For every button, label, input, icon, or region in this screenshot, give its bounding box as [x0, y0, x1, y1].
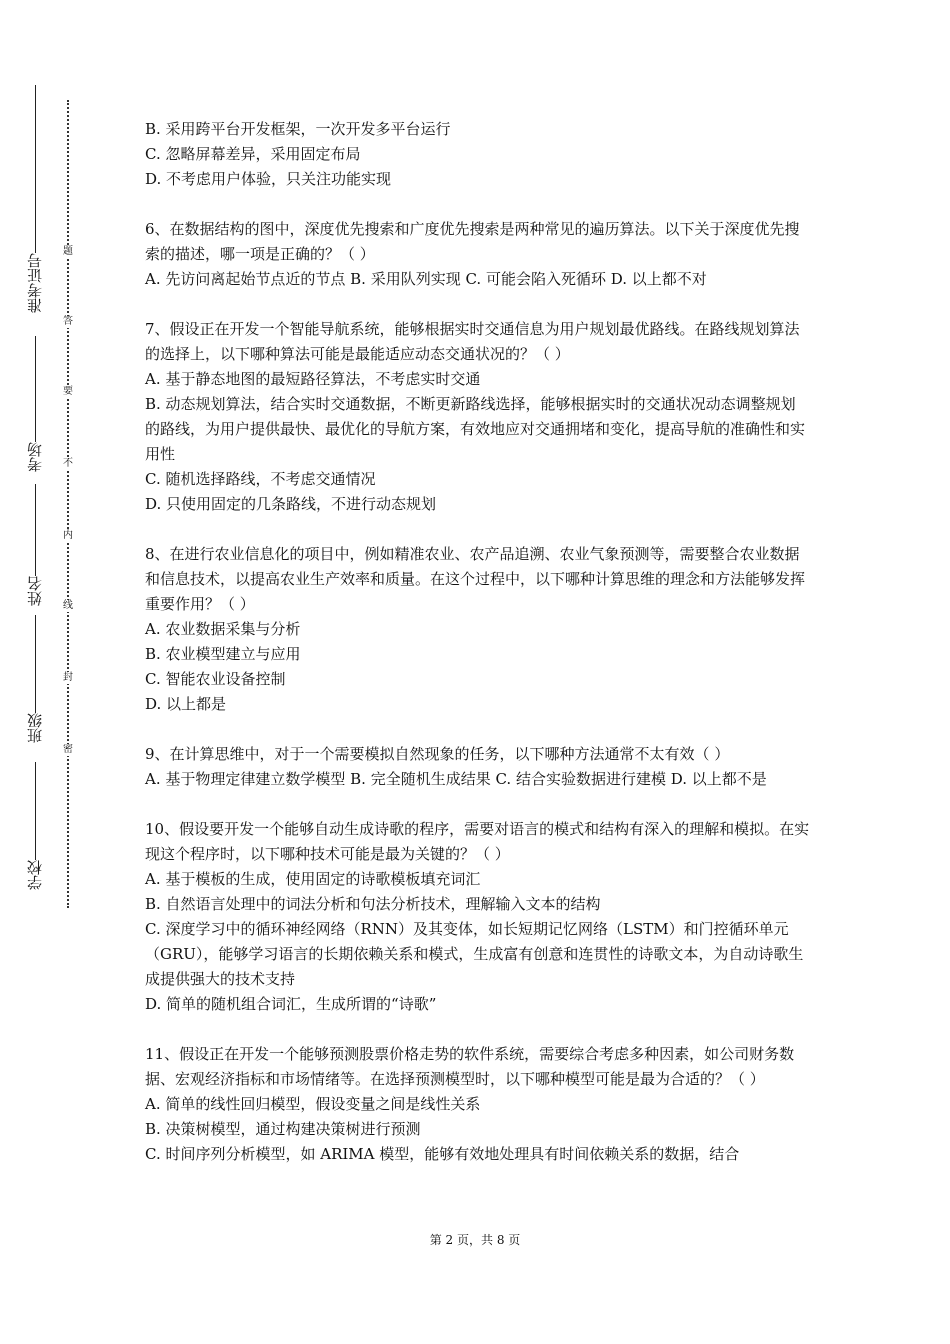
option-c: C. 随机选择路线，不考虑交通情况: [145, 470, 376, 488]
question-11: [145, 1042, 810, 1167]
exam-room-line[interactable]: [35, 336, 36, 442]
question-stem: 6、在数据结构的图中，深度优先搜索和广度优先搜索是两种常见的遍历算法。以下关于深度优先搜索的描述，哪一项是正确的？（ ）: [145, 220, 800, 263]
option-c: C. 忽略屏幕差异，采用固定布局: [145, 145, 361, 163]
option-b: B. 农业模型建立与应用: [145, 645, 301, 663]
option-b: B. 采用跨平台开发框架，一次开发多平台运行: [145, 120, 451, 138]
class-label: 班级: [26, 713, 44, 743]
question-content: [145, 117, 810, 1192]
question-stem: 7、假设正在开发一个智能导航系统，能够根据实时交通信息为用户规划最优路线。在路线规划算法的选择上，以下哪种算法可能是最能适应动态交通状况的？（ ）: [145, 320, 800, 363]
option-a: A. 基于静态地图的最短路径算法，不考虑实时交通: [145, 370, 481, 388]
seal-char: 不: [63, 458, 73, 469]
option-c: C. 时间序列分析模型，如 ARIMA 模型，能够有效地处理具有时间依赖关系的数据，结合: [145, 1145, 740, 1163]
question-9: [145, 742, 810, 792]
exam-number-line[interactable]: [35, 85, 36, 253]
option-c: C. 深度学习中的循环神经网络（RNN）及其变体，如长短期记忆网络（LSTM）和门控循环单元（GRU），能够学习语言的长期依赖关系和模式，生成富有创意和连贯性的诗歌文本，为自动诗歌生成提供强大的技术支持: [145, 920, 804, 988]
seal-char: 答: [63, 316, 73, 327]
option-a: A. 基于模板的生成，使用固定的诗歌模板填充词汇: [145, 870, 481, 888]
question-7: [145, 317, 810, 517]
seal-char: 封: [63, 672, 73, 683]
option-d: D. 只使用固定的几条路线，不进行动态规划: [145, 495, 437, 513]
option-a: A. 简单的线性回归模型，假设变量之间是线性关系: [145, 1095, 481, 1113]
school-line[interactable]: [35, 762, 36, 860]
class-line[interactable]: [35, 615, 36, 713]
exam-number-field[interactable]: [22, 85, 48, 313]
question-5-continued: [145, 117, 810, 192]
option-a: A. 农业数据采集与分析: [145, 620, 301, 638]
option-d: D. 简单的随机组合词汇，生成所谓的“诗歌”: [145, 995, 437, 1013]
option-b: B. 决策树模型，通过构建决策树进行预测: [145, 1120, 421, 1138]
exam-room-label: 考场: [26, 442, 44, 472]
option-b: B. 动态规划算法，结合实时交通数据，不断更新路线选择，能够根据实时的交通状况动态调整规划的路线，为用户提供最快、最优化的导航方案，有效地应对交通拥堵和变化，提高导航的准确性和实用性: [145, 395, 806, 463]
question-stem: 10、假设要开发一个能够自动生成诗歌的程序，需要对语言的模式和结构有深入的理解和模拟。在实现这个程序时，以下哪种技术可能是最为关键的？（ ）: [145, 820, 810, 863]
seal-char: 要: [63, 386, 73, 397]
question-10: [145, 817, 810, 1017]
name-line[interactable]: [35, 484, 36, 576]
options-inline: A. 基于物理定律建立数学模型 B. 完全随机生成结果 C. 结合实验数据进行建模 D. 以上都不是: [145, 770, 767, 788]
page-number: 第 2 页，共 8 页: [429, 1233, 521, 1247]
options-inline: A. 先访问离起始节点近的节点 B. 采用队列实现 C. 可能会陷入死循环 D. 以上都不对: [145, 270, 707, 288]
school-label: 学校: [26, 860, 44, 890]
question-stem: 9、在计算思维中，对于一个需要模拟自然现象的任务，以下哪种方法通常不太有效（ ）: [145, 745, 730, 763]
seal-char: 题: [63, 246, 73, 257]
option-c: C. 智能农业设备控制: [145, 670, 286, 688]
name-field[interactable]: [22, 484, 48, 606]
name-label: 姓名: [26, 576, 44, 606]
class-field[interactable]: [22, 615, 48, 743]
option-d: D. 不考虑用户体验，只关注功能实现: [145, 170, 392, 188]
question-6: [145, 217, 810, 292]
exam-number-label: 准考证号: [26, 253, 44, 313]
question-stem: 8、在进行农业信息化的项目中，例如精准农业、农产品追溯、农业气象预测等，需要整合农业数据和信息技术，以提高农业生产效率和质量。在这个过程中，以下哪种计算思维的理念和方法能够发挥重要作用？（ ）: [145, 545, 806, 613]
question-8: [145, 542, 810, 717]
seal-char: 内: [63, 530, 73, 541]
option-b: B. 自然语言处理中的词法分析和句法分析技术，理解输入文本的结构: [145, 895, 601, 913]
seal-dotted-line: [67, 100, 69, 908]
seal-char: 密: [63, 744, 73, 755]
seal-char: 线: [63, 600, 73, 611]
option-d: D. 以上都是: [145, 695, 227, 713]
question-stem: 11、假设正在开发一个能够预测股票价格走势的软件系统，需要综合考虑多种因素，如公司财务数据、宏观经济指标和市场情绪等。在选择预测模型时，以下哪种模型可能是最为合适的？（ ）: [145, 1045, 795, 1088]
school-field[interactable]: [22, 762, 48, 890]
exam-room-field[interactable]: [22, 336, 48, 472]
